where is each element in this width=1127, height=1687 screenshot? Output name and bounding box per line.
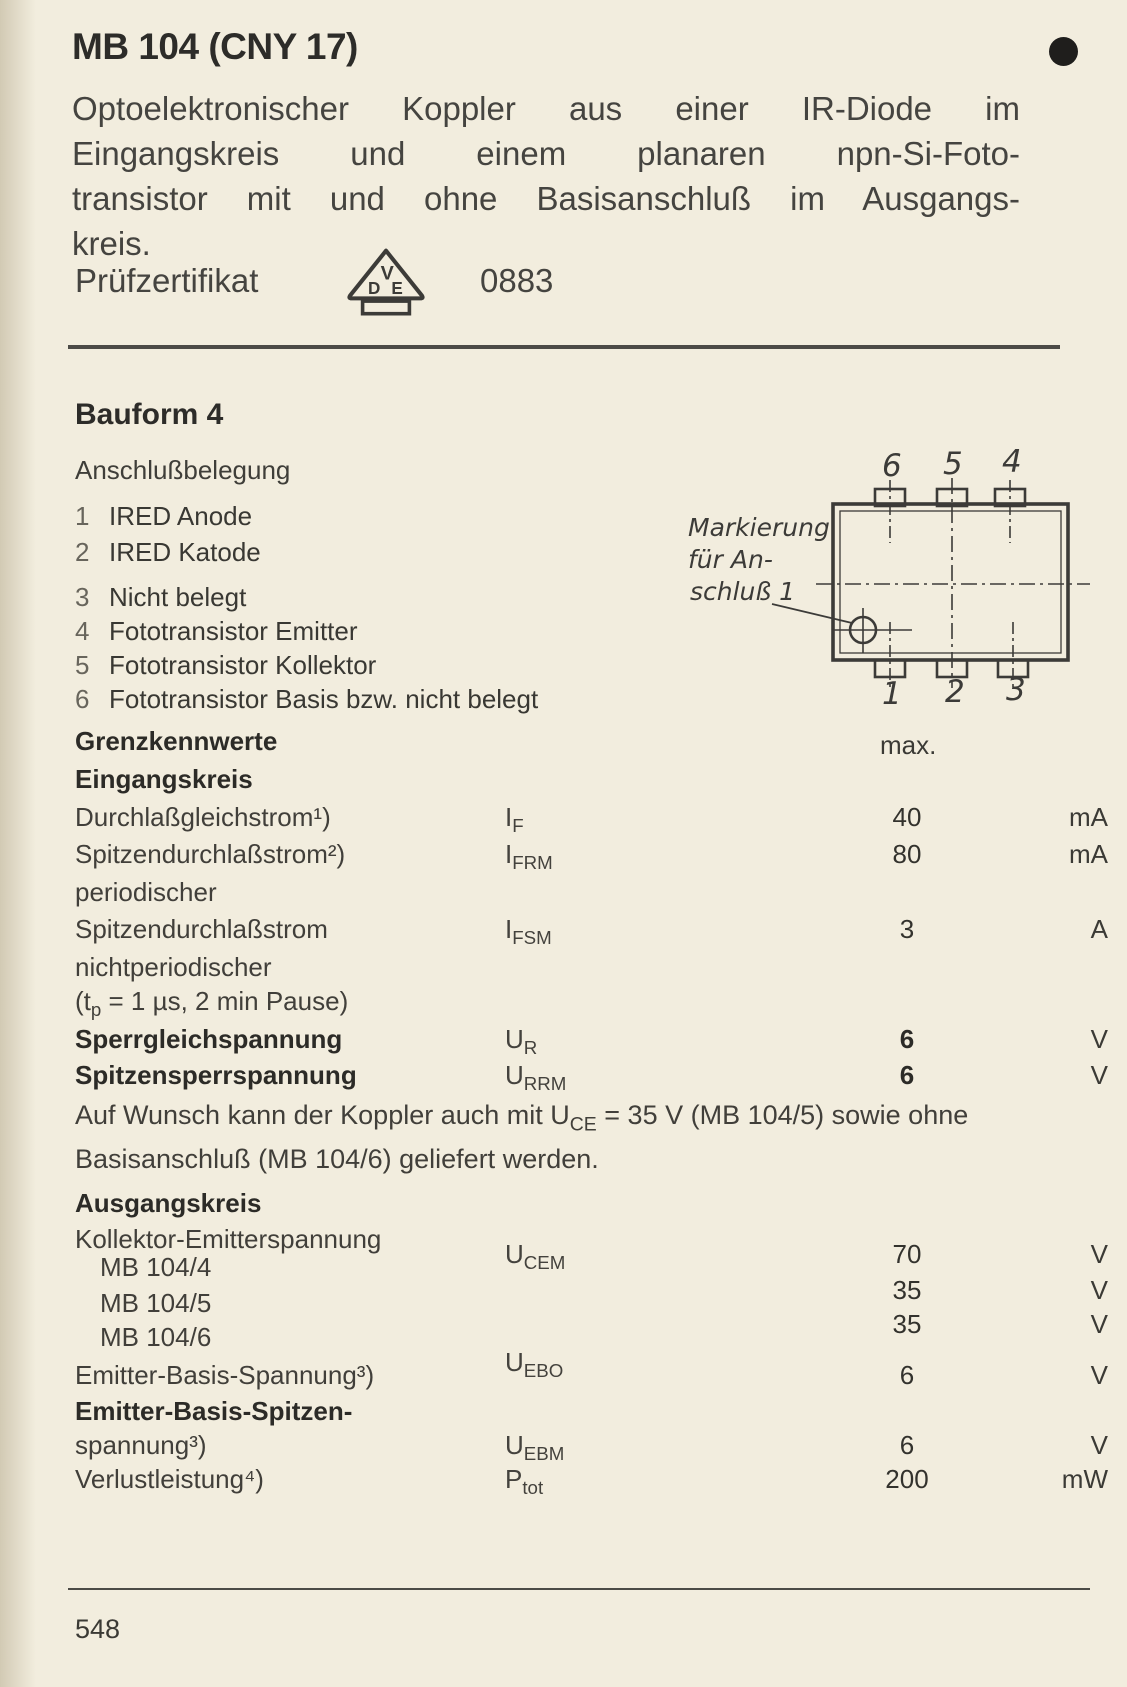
cert-number: 0883 [480, 262, 554, 299]
unit: V [1090, 1239, 1108, 1269]
svg-text:V: V [380, 262, 394, 285]
limits-header-row [0, 726, 1127, 764]
description-line: Optoelektronischer Koppler aus einer IR-Diode im [72, 90, 1020, 127]
cert-label: Prüfzertifikat [75, 262, 259, 299]
svg-text:6: 6 [882, 448, 902, 484]
table-row: Verlustleistung⁴) $P_{tot}$ 200 mW [75, 1464, 1108, 1499]
table-row: MB 104/4 $U_{CEM}$ 70 V [100, 1239, 1108, 1282]
table-row: periodischer [75, 877, 217, 907]
svg-text:3: 3 [1006, 672, 1026, 708]
svg-text:5: 5 [943, 446, 963, 482]
symbol: $U_{CEM}$ [505, 1239, 566, 1274]
unit: A [1090, 914, 1108, 944]
unit: mA [1069, 839, 1108, 869]
unit: V [1090, 1360, 1108, 1390]
table-row: Emitter-Basis-Spitzen- [75, 1396, 353, 1426]
symbol: $U_R$ [505, 1024, 538, 1059]
table-row: nichtperiodischer [75, 952, 272, 982]
table-row: spannung³) $U_{EBM}$ 6 V [75, 1430, 1108, 1465]
pin-list-item: 1 IRED Anode [75, 501, 253, 531]
condition: ($t_p = 1$ µs, 2 min Pause) [75, 986, 349, 1021]
index-dot [1049, 37, 1078, 66]
page-number: 548 [75, 1614, 121, 1644]
unit: mW [1061, 1464, 1108, 1494]
description-paragraph [72, 86, 1020, 266]
unit: mA [1069, 802, 1108, 832]
table-row [0, 986, 1127, 1024]
max-value: 3 [899, 914, 915, 944]
pin-list-item: 3 Nicht belegt [75, 582, 247, 612]
svg-text:1: 1 [882, 676, 902, 708]
header-divider [68, 345, 1060, 349]
description-line: kreis. [72, 225, 151, 262]
max-header: max. [880, 730, 937, 760]
max-value: 6 [899, 1430, 915, 1460]
input-section-title: Eingangskreis [75, 764, 253, 794]
max-value: 80 [892, 839, 922, 869]
table-row: MB 104/5 35 V [100, 1275, 1108, 1318]
section-bauform-title: Bauform 4 [75, 398, 224, 431]
package-drawing [620, 408, 1100, 708]
footer-divider [68, 1588, 1090, 1590]
output-section-title: Ausgangskreis [75, 1188, 262, 1218]
table-row: Kollektor-Emitterspannung [75, 1224, 382, 1254]
symbol: $U_{RRM}$ [505, 1060, 567, 1095]
pin-list-item: 6 Fototransistor Basis bzw. nicht belegt [75, 684, 539, 714]
symbol: $I_{FSM}$ [505, 914, 552, 949]
symbol: $I_{FRM}$ [505, 839, 553, 874]
unit: V [1090, 1060, 1108, 1090]
svg-text:D: D [368, 278, 381, 298]
table-row: Spitzensperrspannung $U_{RRM}$ 6 V [75, 1060, 1108, 1095]
pin-list-item: 4 Fototransistor Emitter [75, 616, 358, 646]
unit: V [1090, 1309, 1108, 1339]
limits-title: Grenzkennwerte [75, 726, 278, 756]
unit: V [1090, 1430, 1108, 1460]
max-value: 70 [892, 1239, 922, 1269]
table-row: MB 104/6 35 V [100, 1309, 1108, 1352]
symbol: $U_{EBM}$ [505, 1430, 565, 1465]
max-value: 35 [892, 1275, 922, 1305]
svg-text:4: 4 [1002, 444, 1022, 480]
pin-list-item: 5 Fototransistor Kollektor [75, 650, 377, 680]
unit: V [1090, 1275, 1108, 1305]
table-row: Sperrgleichspannung $U_R$ 6 V [75, 1024, 1108, 1059]
symbol: $I_F$ [505, 802, 524, 837]
svg-text:2: 2 [945, 674, 965, 708]
vde-logo-icon [340, 248, 432, 320]
output-section-row [0, 1188, 1127, 1226]
max-value: 6 [899, 1060, 915, 1090]
svg-text:E: E [391, 278, 403, 298]
page-title: MB 104 (CNY 17) [72, 26, 358, 67]
input-section-row [0, 764, 1127, 802]
max-value: 200 [885, 1464, 929, 1494]
pin-list-item: 2 IRED Katode [75, 537, 261, 567]
symbol: $U_{EBO}$ [505, 1347, 564, 1382]
symbol: $P_{tot}$ [505, 1464, 544, 1499]
pinout-title: Anschlußbelegung [75, 455, 291, 485]
max-value: 35 [892, 1309, 922, 1339]
description-line: Eingangskreis und einem planaren npn-Si-Foto- [72, 135, 1020, 172]
max-value: 40 [892, 802, 922, 832]
svg-text:Markierung: Markierung [688, 513, 830, 542]
max-value: 6 [899, 1360, 915, 1390]
table-row: Spitzendurchlaßstrom²) $I_{FRM}$ 80 mA [75, 839, 1108, 874]
table-row: Durchlaßgleichstrom¹) $I_F$ 40 mA [75, 802, 1108, 837]
unit: V [1090, 1024, 1108, 1054]
table-row: Emitter-Basis-Spannung³) $U_{EBO}$ 6 V [75, 1347, 1108, 1390]
note-line: Basisanschluß (MB 104/6) geliefert werden. [75, 1144, 599, 1174]
description-line: transistor mit und ohne Basisanschluß im Ausgangs- [72, 180, 1020, 217]
max-value: 6 [899, 1024, 915, 1054]
svg-text:schluß 1: schluß 1 [690, 577, 796, 606]
note-line: Auf Wunsch kann der Koppler auch mit $U_{CE} = 35$ V (MB 104/5) sowie ohne [75, 1100, 969, 1136]
svg-text:für An-: für An- [688, 545, 773, 574]
table-row: Spitzendurchlaßstrom $I_{FSM}$ 3 A [75, 914, 1108, 949]
